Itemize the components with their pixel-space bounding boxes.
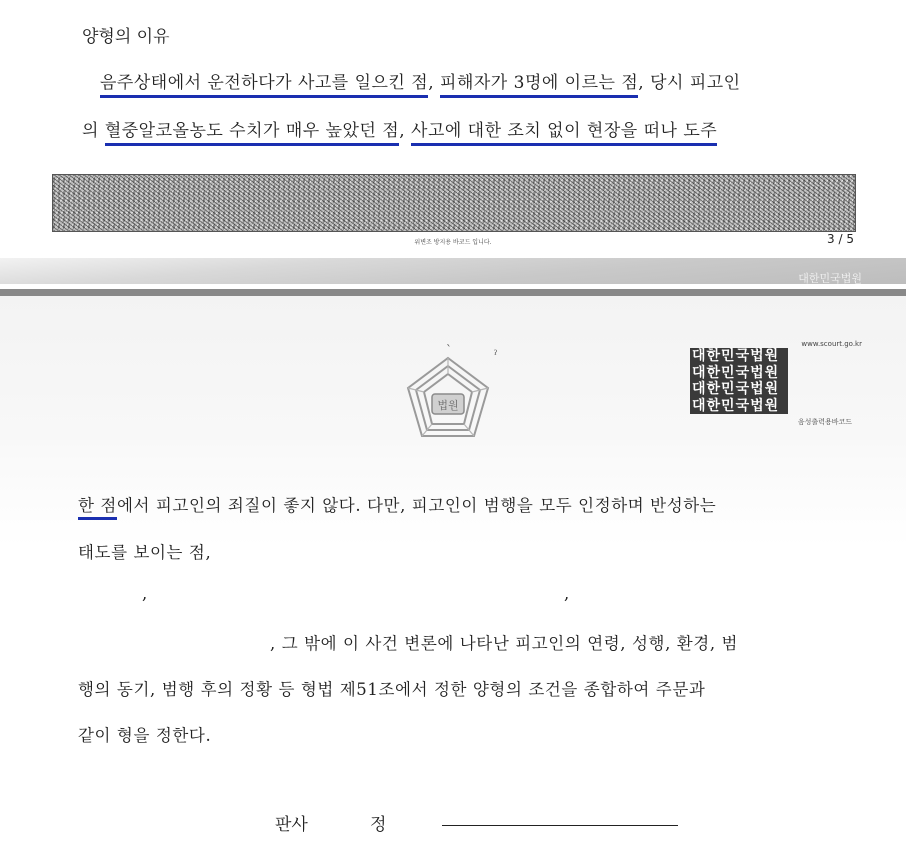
stamp-row: 대한민국법원 — [692, 397, 780, 414]
paragraph1-line1 — [100, 68, 741, 93]
text-segment: 의 — [82, 121, 105, 141]
underlined-phrase: 혈중알코올농도 수치가 매우 높았던 점 — [105, 121, 399, 146]
underlined-phrase: 피해자가 3명에 이르는 점 — [440, 73, 638, 98]
voice-output-barcode — [690, 348, 788, 414]
stamp-row: 대한민국법원 — [692, 364, 780, 381]
court-url: www.scourt.go.kr — [801, 340, 862, 348]
paragraph1-line2 — [82, 116, 717, 141]
scan-speck: ˀ — [494, 348, 498, 362]
scan-shadow-band — [0, 258, 906, 284]
text-segment: , 당시 피고인 — [638, 73, 741, 93]
underlined-phrase: 사고에 대한 조치 없이 현장을 떠나 도주 — [411, 121, 717, 146]
redaction-comma: , — [564, 584, 570, 603]
judge-name: 정 — [370, 815, 387, 835]
text-segment: , — [399, 121, 412, 141]
redaction-comma: , — [142, 584, 148, 603]
court-emblem-icon — [402, 352, 494, 448]
anti-forgery-barcode — [52, 174, 856, 232]
judge-title: 판사 — [275, 815, 308, 835]
text-segment: , — [428, 73, 441, 93]
underlined-phrase: 한 점 — [78, 496, 117, 520]
section-heading: 양형의 이유 — [82, 27, 170, 47]
signature-line — [442, 825, 678, 826]
page-divider — [0, 289, 906, 296]
underlined-phrase: 음주상태에서 운전하다가 사고를 일으킨 점 — [100, 73, 428, 98]
stamp-row: 대한민국법원 — [692, 348, 780, 364]
page-number: 3 / 5 — [827, 232, 854, 246]
barcode-caption: 위변조 방지용 바코드 입니다. — [414, 239, 492, 246]
stamp-row: 대한민국법원 — [692, 381, 780, 397]
paragraph2-line6: 같이 형을 정한다. — [78, 726, 212, 745]
emblem-text: 법원 — [437, 399, 459, 412]
stamp-caption: 음성출력용바코드 — [797, 418, 852, 426]
court-watermark: 대한민국법원 — [798, 272, 862, 285]
paragraph2-line2: 태도를 보이는 점, — [78, 543, 212, 562]
scan-speck: ` — [446, 343, 452, 357]
paragraph2-line5: 행의 동기, 범행 후의 정황 등 형법 제51조에서 정한 양형의 조건을 종합하여 주문과 — [78, 680, 706, 699]
paragraph2-line1 — [78, 492, 716, 516]
paragraph2-line4: , 그 밖에 이 사건 변론에 나타난 피고인의 연령, 성행, 환경, 범 — [270, 634, 739, 653]
paragraph2-line1-text: 에서 피고인의 죄질이 좋지 않다. 다만, 피고인이 범행을 모두 인정하며 반성하는 — [116, 496, 717, 515]
